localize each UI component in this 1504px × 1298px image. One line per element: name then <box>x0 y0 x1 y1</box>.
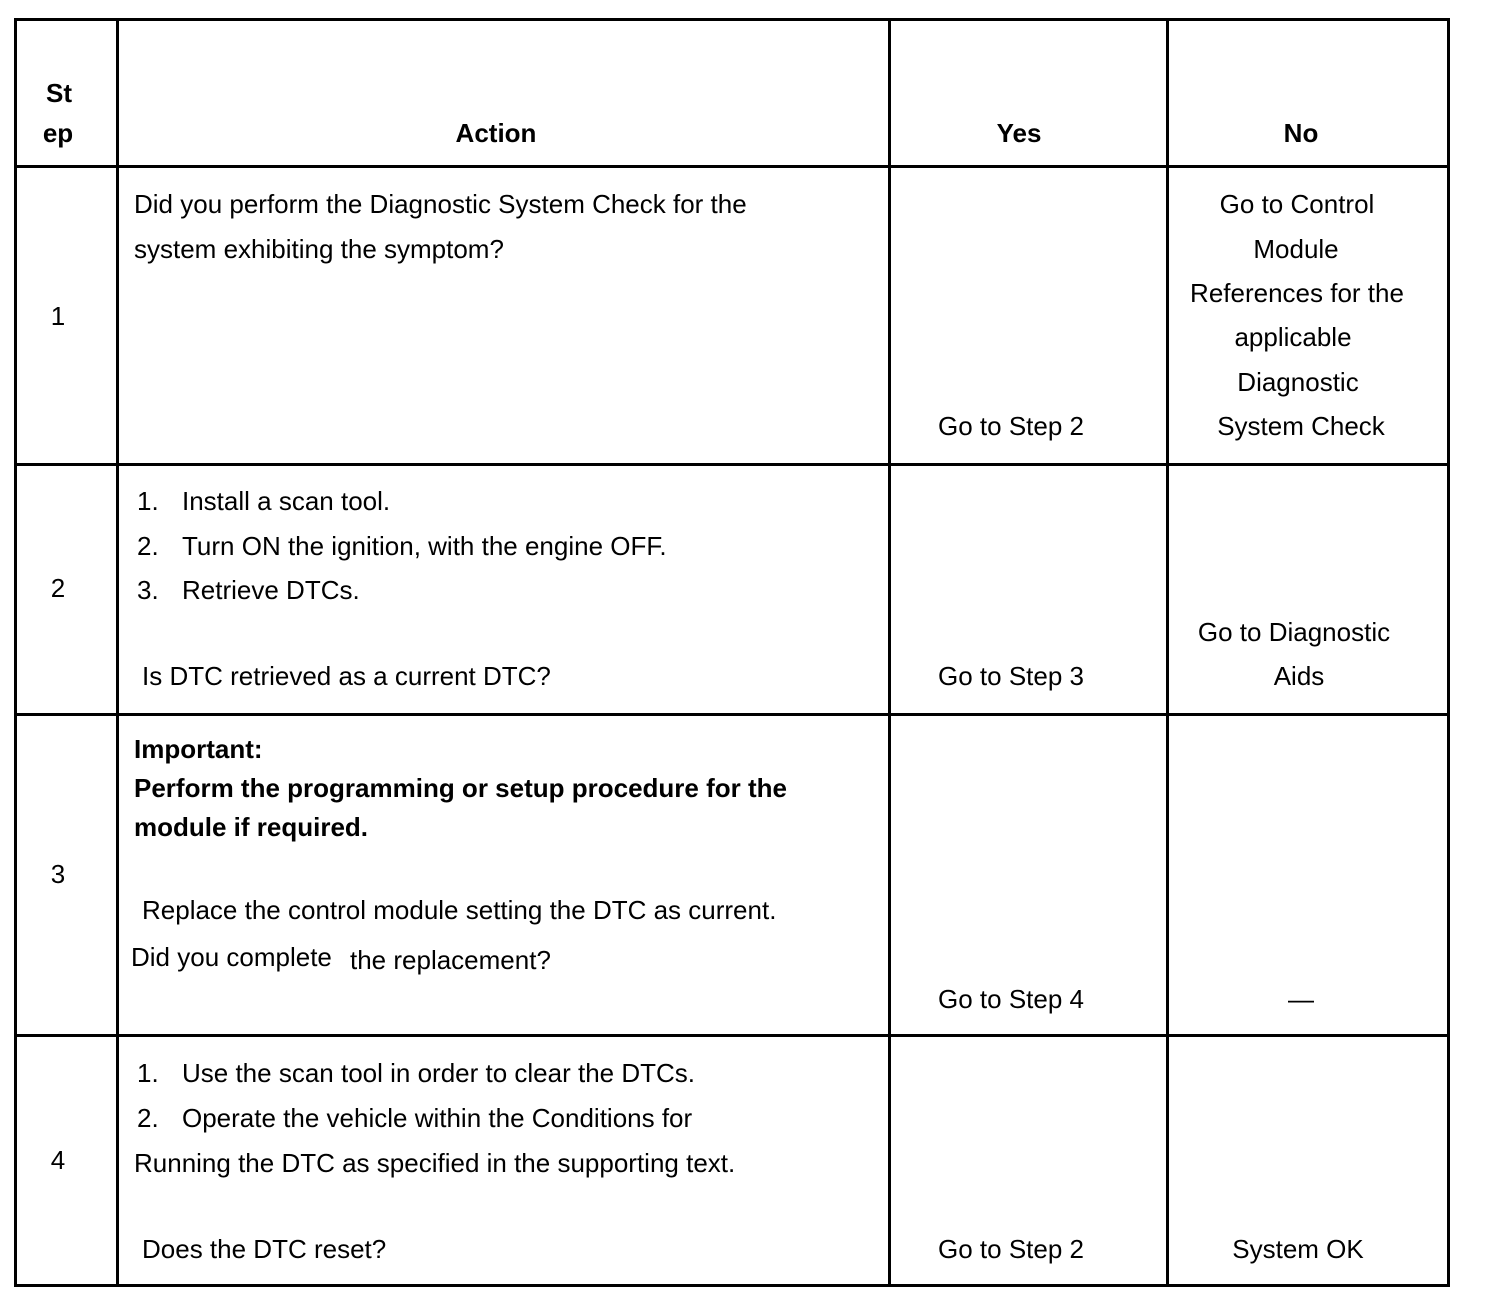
header-step-line1: St <box>46 78 72 108</box>
row-2-item-3-text: Retrieve DTCs. <box>182 575 360 605</box>
row-4-item-2-num: 2. <box>137 1103 159 1133</box>
row-2-item-1-num: 1. <box>137 486 159 516</box>
row-4-no: System OK <box>1232 1234 1364 1264</box>
row-2-divider <box>14 713 1450 716</box>
table-border-right <box>1447 18 1450 1287</box>
row-2-item-2-num: 2. <box>137 531 159 561</box>
row-3-important-label: Important: <box>134 734 263 764</box>
row-3-instruction: Replace the control module setting the DTC as current. <box>142 895 777 925</box>
row-1-no-line3: References for the <box>1190 278 1404 308</box>
row-1-no-line5: Diagnostic <box>1237 367 1359 397</box>
row-1-action-line1: Did you perform the Diagnostic System Check for the <box>134 189 747 219</box>
row-1-no-line2: Module <box>1253 234 1339 264</box>
table-border-bottom <box>14 1284 1450 1287</box>
row-4-yes: Go to Step 2 <box>938 1234 1084 1264</box>
row-3-question-a: Did you complete <box>131 942 332 972</box>
row-1-no-line4: applicable <box>1234 322 1352 352</box>
row-4-item-1-num: 1. <box>137 1058 159 1088</box>
row-4-step: 4 <box>50 1145 66 1175</box>
header-action: Action <box>455 118 537 148</box>
row-2-item-3-num: 3. <box>137 575 159 605</box>
row-4-item-1-text: Use the scan tool in order to clear the DTCs. <box>182 1058 696 1088</box>
row-1-no-line6: System Check <box>1217 411 1385 441</box>
header-row-divider <box>14 165 1450 168</box>
row-1-yes: Go to Step 2 <box>938 411 1084 441</box>
row-2-yes: Go to Step 3 <box>938 661 1084 691</box>
yes-column-divider <box>1166 18 1169 1287</box>
row-1-step: 1 <box>50 301 66 331</box>
row-2-item-1-text: Install a scan tool. <box>182 486 391 516</box>
row-1-no-line1: Go to Control <box>1219 189 1375 219</box>
row-3-question-b: the replacement? <box>350 945 551 975</box>
row-4-item-2-text: Operate the vehicle within the Conditions for <box>182 1103 693 1133</box>
step-column-divider <box>116 18 119 1287</box>
header-yes: Yes <box>996 118 1042 148</box>
row-3-no: — <box>1288 984 1314 1014</box>
header-step-line2: ep <box>42 118 74 148</box>
row-1-divider <box>14 463 1450 466</box>
row-3-important-line1: Perform the programming or setup procedure for the <box>134 773 787 803</box>
header-no: No <box>1283 118 1319 148</box>
row-3-important-line2: module if required. <box>134 812 369 842</box>
table-border-left <box>14 18 17 1287</box>
row-4-continuation: Running the DTC as specified in the supporting text. <box>134 1148 736 1178</box>
row-2-question: Is DTC retrieved as a current DTC? <box>142 661 551 691</box>
row-3-step: 3 <box>50 859 66 889</box>
row-3-yes: Go to Step 4 <box>938 984 1084 1014</box>
table-border-top <box>14 18 1450 21</box>
row-2-no-line2: Aids <box>1273 661 1325 691</box>
row-4-question: Does the DTC reset? <box>142 1234 387 1264</box>
row-2-no-line1: Go to Diagnostic <box>1197 617 1391 647</box>
row-3-divider <box>14 1034 1450 1037</box>
row-2-item-2-text: Turn ON the ignition, with the engine OFF. <box>182 531 667 561</box>
row-1-action-line2: system exhibiting the symptom? <box>134 234 504 264</box>
action-column-divider <box>888 18 891 1287</box>
row-2-step: 2 <box>50 573 66 603</box>
